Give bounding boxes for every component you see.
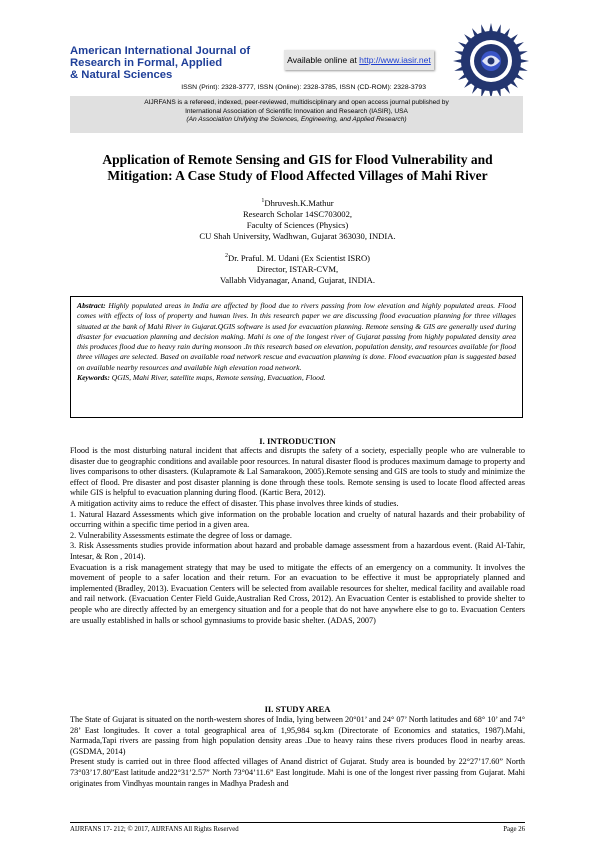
author-2-block xyxy=(70,251,525,286)
journal-website-link[interactable]: http://www.iasir.net xyxy=(359,55,431,65)
abstract-text: Highly populated areas in India are affected by flood due to rivers passing from low elevation and highly populated areas. Flood comes with effects of loss of property and human lives. In this research paper we are discussing flood evacuation planning for three villages situated at the bank of Mahi River in Gujarat.QGIS software is used for evacuation planning. Remote sensing & GIS are generally used during disaster for evacuation planning and decision making. Mahi is one of the longest river of Gujarat passing from highly populated density area this produces flood due to heavy rain during monsoon .In this research based on elevation, population density, and resources available for flood three villages are selected. Based on available road network rescue and evacuation planning is done. Flood evacuation plan is suggested based on available nearby resources and available high elevation road network. xyxy=(77,301,516,372)
intro-paragraph: Flood is the most disturbing natural incident that affects and disrupts the safety of a society, especially people who are vulnerable to disaster due to geographic conditions and available poor resources. In natural disaster flood is produces maximum damage to property and lives comparisons to other disasters. (Kulapramote & Lal Samarakoon, 2005).Remote sensing and GIS are tools to study and minimize the effect of flood. Pre disaster and post disaster planning is done through these tools. Remote sensing is used to locate flood affected areas while GIS is helpful to evacuation planning during flood. (Kartic Bera, 2012). xyxy=(70,446,525,498)
journal-title-line2: Research in Formal, Applied xyxy=(70,57,223,69)
footer-page-number: Page 26 xyxy=(503,826,525,833)
journal-title-line3: & Natural Sciences xyxy=(70,69,173,81)
section-introduction-heading: I. INTRODUCTION xyxy=(259,436,336,446)
journal-title-line1: American International Journal of xyxy=(70,45,251,57)
intro-paragraph: 1. Natural Hazard Assessments which give information on the probable location and cruelty of natural hazards and their probability of occurring within a specific time period in a given area. xyxy=(70,509,525,530)
iasir-logo-icon xyxy=(452,22,530,100)
study-paragraph: The State of Gujarat is situated on the north-western shores of India, lying between 20°01’ and 24° 07’ North latitudes and 68° 10’ and 74° 28’ East longitudes. It cover a total geographical area of 1,95,984 sq.km (Directorate of Economics and statatics, 1987).Mahi, Narmada,Tapi rivers are passing from high population density areas .Due to heavy rains these rivers produces flood in nearby areas. (GSDMA, 2014) xyxy=(70,715,525,756)
paper-title xyxy=(70,152,525,184)
paper-title-line1: Application of Remote Sensing and GIS for Flood Vulnerability and xyxy=(102,152,493,167)
banner-line1: AIJRFANS is a refereed, indexed, peer-reviewed, multidisciplinary and open access journal published by xyxy=(144,99,449,106)
author-2-line2: Director, ISTAR-CVM, xyxy=(256,263,339,274)
author-2-superscript: 2 xyxy=(224,253,228,259)
author-2-line3: Vallabh Vidyanagar, Anand, Gujarat, INDIA. xyxy=(219,274,376,285)
footer-divider xyxy=(70,822,525,823)
footer-copyright: AIJRFANS 17- 212; © 2017, AIJRFANS All Rights Reserved xyxy=(70,826,239,833)
abstract-label: Abstract: xyxy=(77,301,106,310)
issn-line: ISSN (Print): 2328-3777, ISSN (Online): 2328-3785, ISSN (CD-ROM): 2328-3793 xyxy=(181,84,426,91)
paper-title-line2: Mitigation: A Case Study of Flood Affected Villages of Mahi River xyxy=(107,168,488,183)
available-online-box xyxy=(284,50,434,70)
intro-paragraph: 3. Risk Assessments studies provide information about hazard and probable damage assessment from a hazardous event. (Raid Al-Tahir, Intesar, & Ron , 2014). xyxy=(70,541,525,561)
study-area-body xyxy=(70,715,525,789)
intro-paragraph: Evacuation is a risk management strategy that may be used to mitigate the effects of an emergency on a community. It involves the movement of people to a safer location and their return. For an evacuation to be effective it must be appropriately planned and implemented (Bradley, 2013). Evacuation Centers will be selected from available resources for shelter, medical facility and available road and rail network. (Evacuation Center Field Guide,Australian Red Cross, 2012). An Evacuation Center is established to provide shelter to people who are directly affected by an emergency situation and for a people that do not have anywhere else to go to. Evacuation Centers are usually established in halls or school gymnasiums to provide basic shelter. (ADAS, 2007) xyxy=(70,562,525,625)
intro-paragraph: A mitigation activity aims to reduce the effect of disaster. This phase involves three kinds of studies. xyxy=(70,498,399,508)
journal-banner xyxy=(70,96,523,133)
author-1-block xyxy=(70,196,525,242)
author-1-line3: Faculty of Sciences (Physics) xyxy=(246,219,349,230)
author-1-line4: CU Shah University, Wadhwan, Gujarat 363030, INDIA. xyxy=(199,230,396,241)
author-2-name: Dr. Praful. M. Udani (Ex Scientist ISRO) xyxy=(227,252,371,263)
page-footer xyxy=(70,826,525,833)
available-online-text: Available online at xyxy=(287,55,360,65)
keywords-text: QGIS, Mahi River, satellite maps, Remote sensing, Evacuation, Flood. xyxy=(109,373,326,383)
introduction-body xyxy=(70,446,525,626)
intro-paragraph: 2. Vulnerability Assessments estimate the degree of loss or damage. xyxy=(70,530,292,540)
keywords-label: Keywords: xyxy=(77,373,110,383)
journal-title xyxy=(70,45,280,81)
banner-line3: (An Association Unifying the Sciences, Engineering, and Applied Research) xyxy=(186,116,407,123)
author-1-line2: Research Scholar 14SC703002, xyxy=(242,208,353,219)
section-study-area-heading: II. STUDY AREA xyxy=(264,704,331,714)
abstract-box xyxy=(70,296,523,418)
author-1-superscript: 1 xyxy=(261,198,265,204)
banner-line2: International Association of Scientific Innovation and Research (IASIR), USA xyxy=(185,107,408,115)
author-1-name: Dhruvesh.K.Mathur xyxy=(264,197,334,208)
study-paragraph: Present study is carried out in three flood affected villages of Anand district of Gujarat. Study area is bounded by 22°27’17.60” North 73°03’17.80”East latitude and22°31’2.57” North 73°04’11.6” East longitude. Mahi is one of the longest river passing from Gujarat. Mahi originates from Vindhyas mountain ranges in Madhya Pradesh and xyxy=(70,757,525,788)
